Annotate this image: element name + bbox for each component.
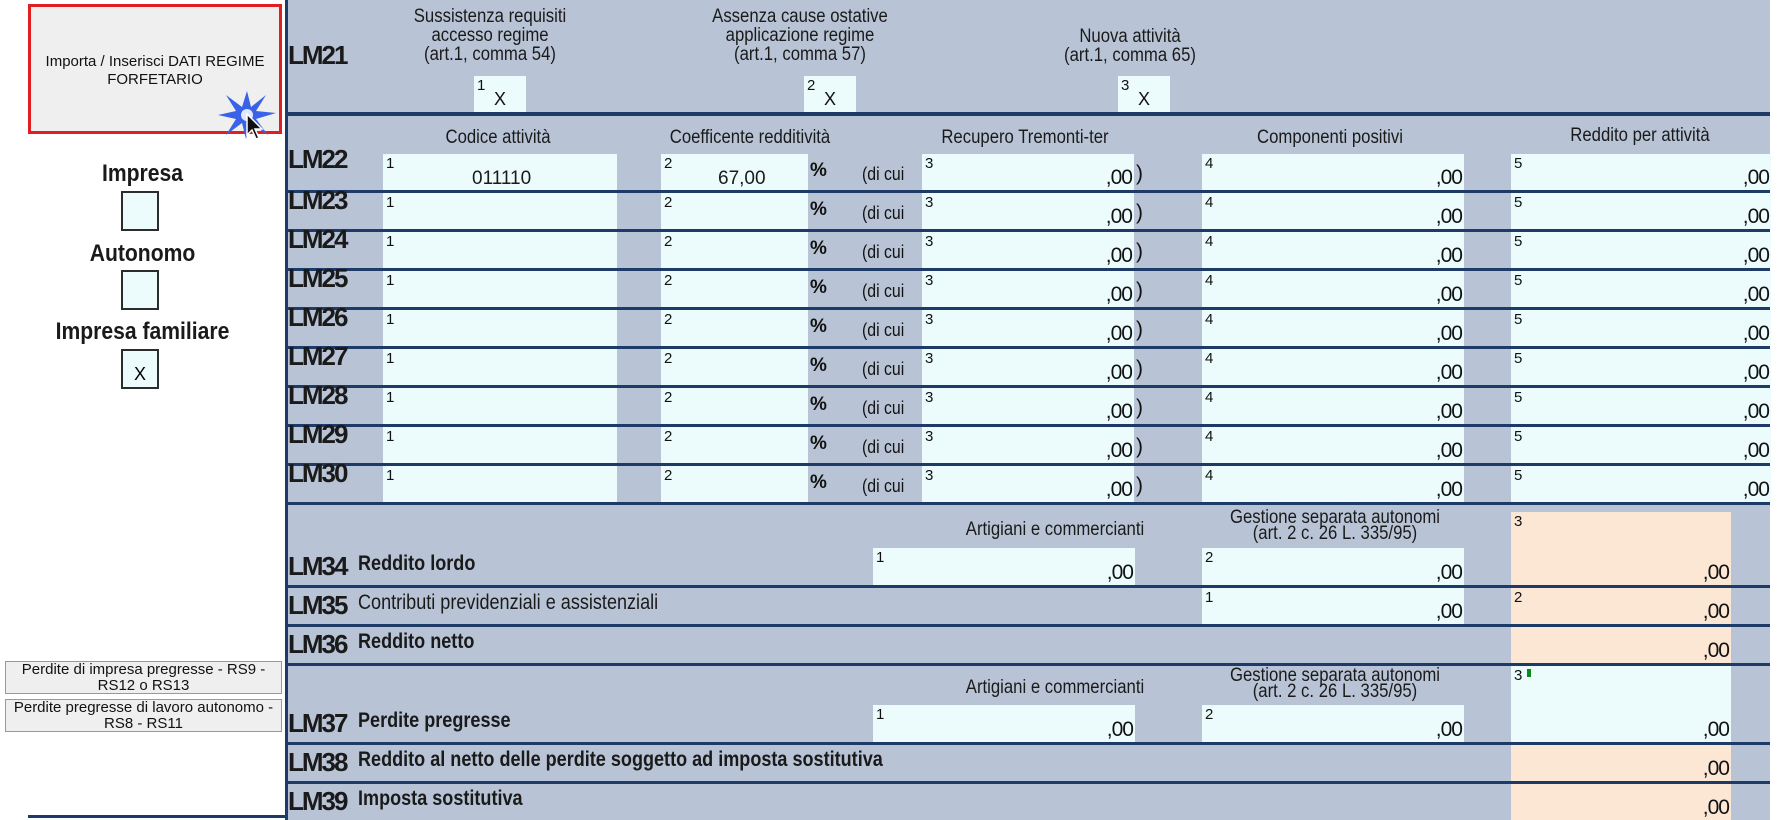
componenti-input[interactable] [1202, 388, 1464, 424]
row-code-lm38: LM38 [288, 747, 347, 777]
field-number: 2 [664, 389, 673, 406]
field-value: ,00 [1106, 561, 1133, 584]
field-number: 2 [1205, 549, 1214, 566]
row-code-lm22: LM22 [288, 144, 347, 174]
percent-sign: % [810, 472, 827, 493]
percent-sign: % [810, 238, 827, 259]
field-value: ,00 [1105, 283, 1132, 306]
field-number: 4 [1205, 428, 1214, 445]
reddito-input[interactable] [1511, 466, 1771, 502]
field-value: ,00 [1702, 561, 1729, 584]
lm34-header-gestione: (art. 2 c. 26 L. 335/95) [1252, 523, 1418, 544]
field-value: ,00 [1702, 796, 1729, 819]
perdite-impresa-button[interactable]: Perdite di impresa pregresse - RS9 - RS12 o RS13 [5, 661, 282, 694]
row-code-lm37: LM37 [288, 708, 347, 738]
close-paren: ) [1136, 396, 1143, 419]
row-code-lm39: LM39 [288, 786, 347, 816]
field-value: ,00 [1435, 322, 1462, 345]
recupero-input[interactable] [922, 154, 1134, 190]
field-number: 1 [876, 706, 885, 723]
row-code-lm35: LM35 [288, 590, 347, 620]
reddito-input[interactable] [1511, 193, 1771, 229]
field-value: ,00 [1435, 478, 1462, 501]
field-value: ,00 [1435, 205, 1462, 228]
field-number: 2 [664, 350, 673, 367]
lm36-field[interactable] [1511, 627, 1731, 663]
field-number: 1 [477, 77, 486, 94]
reddito-input[interactable] [1511, 154, 1771, 190]
field-number: 5 [1514, 350, 1523, 367]
field-number: 5 [1514, 467, 1523, 484]
field-value: ,00 [1742, 478, 1769, 501]
field-value: X [493, 89, 506, 109]
lm21-header-2: (art.1, comma 57) [734, 44, 866, 65]
codice-attivita-input[interactable] [383, 427, 617, 463]
field-number: 2 [664, 467, 673, 484]
header-recupero: Recupero Tremonti-ter [941, 127, 1109, 148]
field-number: 5 [1514, 428, 1523, 445]
row-code-lm26: LM26 [288, 302, 347, 332]
percent-sign: % [810, 160, 827, 181]
field-number: 1 [386, 428, 395, 445]
row-code-lm28: LM28 [288, 380, 347, 410]
field-number: 2 [664, 155, 673, 172]
lm37-header-artigiani: Artigiani e commercianti [965, 677, 1145, 698]
field-value: ,00 [1742, 400, 1769, 423]
field-value: ,00 [1435, 718, 1462, 741]
field-number: 1 [386, 311, 395, 328]
lm37-total-input[interactable] [1511, 666, 1731, 742]
di-cui-label: (di cui [862, 281, 905, 301]
text-caret [1527, 669, 1531, 677]
field-number: 3 [1514, 513, 1523, 530]
field-number: 4 [1205, 233, 1214, 250]
field-value: ,00 [1435, 400, 1462, 423]
componenti-input[interactable] [1202, 349, 1464, 385]
lm21-field-1[interactable] [474, 76, 526, 113]
coefficiente-input[interactable] [661, 271, 808, 307]
field-number: 1 [386, 155, 395, 172]
lm34-header-gestione: Gestione separata autonomi [1229, 507, 1441, 528]
field-value: ,00 [1702, 757, 1729, 780]
codice-attivita-input[interactable] [383, 349, 617, 385]
codice-attivita-input[interactable] [383, 271, 617, 307]
row-code-lm21: LM21 [288, 40, 347, 70]
close-paren: ) [1136, 357, 1143, 380]
lm37-header-gestione: (art. 2 c. 26 L. 335/95) [1252, 681, 1418, 702]
recupero-input[interactable] [922, 466, 1134, 502]
field-number: 3 [925, 311, 934, 328]
impresa-label: Impresa [101, 160, 184, 187]
componenti-input[interactable] [1202, 466, 1464, 502]
field-number: 4 [1205, 467, 1214, 484]
close-paren: ) [1136, 201, 1143, 224]
row-code-lm27: LM27 [288, 341, 347, 371]
componenti-input[interactable] [1202, 193, 1464, 229]
reddito-input[interactable] [1511, 427, 1771, 463]
field-number: 3 [925, 233, 934, 250]
field-number: 2 [1514, 589, 1523, 606]
recupero-input[interactable] [922, 349, 1134, 385]
componenti-input[interactable] [1202, 427, 1464, 463]
row-code-lm25: LM25 [288, 263, 347, 293]
lm37-artigiani-input[interactable] [873, 705, 1135, 742]
reddito-input[interactable] [1511, 310, 1771, 346]
di-cui-label: (di cui [862, 359, 905, 379]
di-cui-label: (di cui [862, 164, 905, 184]
recupero-input[interactable] [922, 271, 1134, 307]
import-button-label: Importa / Inserisci DATI REGIME FORFETARIO [45, 53, 265, 88]
field-number: 5 [1514, 233, 1523, 250]
field-value: ,00 [1105, 244, 1132, 267]
lm34-gestione-input[interactable] [1202, 548, 1464, 585]
codice-attivita-input[interactable] [383, 310, 617, 346]
reddito-input[interactable] [1511, 271, 1771, 307]
lm37-header-gestione: Gestione separata autonomi [1229, 665, 1441, 686]
field-number: 1 [1205, 589, 1214, 606]
lm36-label: Reddito netto [358, 630, 475, 653]
percent-sign: % [810, 199, 827, 220]
lm39-label: Imposta sostitutiva [358, 787, 523, 810]
field-value: ,00 [1106, 718, 1133, 741]
lm34-total-input[interactable] [1511, 512, 1731, 585]
coefficiente-input[interactable] [661, 232, 808, 268]
field-value: ,00 [1105, 322, 1132, 345]
componenti-input[interactable] [1202, 154, 1464, 190]
field-number: 2 [807, 77, 816, 94]
field-number: 3 [925, 350, 934, 367]
field-number: 3 [1514, 667, 1523, 684]
recupero-input[interactable] [922, 427, 1134, 463]
percent-sign: % [810, 355, 827, 376]
lm35-label: Contributi previdenziali e assistenziali [358, 591, 659, 614]
percent-sign: % [810, 433, 827, 454]
lm21-header-1: Sussistenza requisiti [413, 6, 567, 27]
lm21-header-2: applicazione regime [725, 25, 875, 46]
field-number: 4 [1205, 311, 1214, 328]
field-value: ,00 [1702, 600, 1729, 623]
field-number: 1 [876, 549, 885, 566]
lm37-label: Perdite pregresse [358, 709, 511, 732]
field-number: 4 [1205, 272, 1214, 289]
field-value: ,00 [1435, 166, 1462, 189]
field-value: ,00 [1435, 283, 1462, 306]
codice-attivita-input[interactable] [383, 232, 617, 268]
coefficiente-input[interactable] [661, 466, 808, 502]
field-value: ,00 [1742, 205, 1769, 228]
field-number: 5 [1514, 155, 1523, 172]
di-cui-label: (di cui [862, 320, 905, 340]
di-cui-label: (di cui [862, 242, 905, 262]
percent-sign: % [810, 277, 827, 298]
lm37-gestione-input[interactable] [1202, 705, 1464, 742]
field-value: ,00 [1105, 205, 1132, 228]
codice-attivita-input[interactable] [383, 388, 617, 424]
field-number: 3 [925, 155, 934, 172]
field-number: 4 [1205, 155, 1214, 172]
di-cui-label: (di cui [862, 203, 905, 223]
recupero-input[interactable] [922, 388, 1134, 424]
field-number: 1 [386, 272, 395, 289]
header-componenti: Componenti positivi [1257, 127, 1403, 148]
field-number: 4 [1205, 350, 1214, 367]
header-reddito: Reddito per attività [1570, 125, 1710, 146]
recupero-input[interactable] [922, 193, 1134, 229]
perdite-lavoro-button[interactable]: Perdite pregresse di lavoro autonomo - RS8 - RS11 [5, 699, 282, 732]
field-number: 5 [1514, 311, 1523, 328]
lm21-header-1: accesso regime [431, 25, 549, 46]
componenti-input[interactable] [1202, 232, 1464, 268]
lm38-label: Reddito al netto delle perdite soggetto ad imposta sostitutiva [358, 748, 883, 771]
field-number: 5 [1514, 272, 1523, 289]
field-number: 2 [1205, 706, 1214, 723]
field-value: ,00 [1742, 166, 1769, 189]
field-value: ,00 [1742, 322, 1769, 345]
field-number: 1 [386, 194, 395, 211]
coefficiente-input[interactable] [661, 427, 808, 463]
field-number: 2 [664, 233, 673, 250]
field-number: 4 [1205, 194, 1214, 211]
field-number: 1 [386, 350, 395, 367]
recupero-input[interactable] [922, 310, 1134, 346]
field-number: 2 [664, 272, 673, 289]
close-paren: ) [1136, 474, 1143, 497]
lm21-header-3: Nuova attività [1079, 26, 1181, 47]
lm34-header-artigiani: Artigiani e commercianti [965, 519, 1145, 540]
lm34-label: Reddito lordo [358, 552, 476, 575]
lm21-header-3: (art.1, comma 65) [1064, 45, 1196, 66]
close-paren: ) [1136, 162, 1143, 185]
field-value: ,00 [1702, 639, 1729, 662]
impresa-familiare-label: Impresa familiare [55, 318, 230, 345]
codice-attivita-input[interactable] [383, 193, 617, 229]
field-value: ,00 [1435, 439, 1462, 462]
coefficiente-input[interactable] [661, 349, 808, 385]
autonomo-label: Autonomo [89, 240, 196, 267]
percent-sign: % [810, 394, 827, 415]
header-coefficiente: Coefficente redditività [669, 127, 831, 148]
impresa-familiare-checkbox[interactable]: X [121, 349, 159, 389]
lm38-field[interactable] [1511, 745, 1731, 781]
reddito-input[interactable] [1511, 232, 1771, 268]
coefficiente-input[interactable] [661, 388, 808, 424]
coefficiente-input[interactable] [661, 310, 808, 346]
row-code-lm36: LM36 [288, 629, 347, 659]
field-value: ,00 [1105, 478, 1132, 501]
lm21-field-2[interactable] [804, 76, 856, 113]
field-value: ,00 [1435, 561, 1462, 584]
lm35-field-2[interactable] [1511, 588, 1731, 624]
close-paren: ) [1136, 240, 1143, 263]
field-value: ,00 [1105, 361, 1132, 384]
row-divider [285, 112, 1770, 116]
field-value: X [823, 89, 836, 109]
close-paren: ) [1136, 279, 1143, 302]
field-value: ,00 [1435, 361, 1462, 384]
field-number: 3 [925, 389, 934, 406]
field-number: 5 [1514, 389, 1523, 406]
field-number: 2 [664, 311, 673, 328]
field-value: ,00 [1105, 400, 1132, 423]
field-value: ,00 [1435, 244, 1462, 267]
field-value: ,00 [1435, 600, 1462, 623]
row-code-lm24: LM24 [288, 224, 347, 254]
reddito-input[interactable] [1511, 388, 1771, 424]
field-value: ,00 [1742, 361, 1769, 384]
recupero-input[interactable] [922, 232, 1134, 268]
field-number: 1 [386, 467, 395, 484]
lm21-header-1: (art.1, comma 54) [424, 44, 556, 65]
coefficiente-value: 67,00 [718, 168, 766, 189]
codice-value: 011110 [472, 168, 532, 189]
row-code-lm34: LM34 [288, 551, 347, 581]
field-number: 3 [925, 272, 934, 289]
field-value: ,00 [1105, 166, 1132, 189]
field-value: X [1137, 89, 1150, 109]
lm21-field-3[interactable] [1118, 76, 1170, 113]
di-cui-label: (di cui [862, 437, 905, 457]
reddito-input[interactable] [1511, 349, 1771, 385]
lm34-artigiani-input[interactable] [873, 548, 1135, 585]
row-code-lm30: LM30 [288, 458, 347, 488]
field-number: 3 [925, 428, 934, 445]
close-paren: ) [1136, 318, 1143, 341]
codice-attivita-input[interactable] [383, 466, 617, 502]
field-value: ,00 [1742, 439, 1769, 462]
lm35-field-1[interactable] [1202, 588, 1464, 624]
componenti-input[interactable] [1202, 310, 1464, 346]
field-number: 2 [664, 194, 673, 211]
di-cui-label: (di cui [862, 476, 905, 496]
field-number: 3 [925, 194, 934, 211]
field-value: ,00 [1742, 283, 1769, 306]
di-cui-label: (di cui [862, 398, 905, 418]
field-value: ,00 [1105, 439, 1132, 462]
field-value: ,00 [1742, 244, 1769, 267]
row-divider [285, 502, 1770, 505]
field-number: 3 [1121, 77, 1130, 94]
row-code-lm29: LM29 [288, 419, 347, 449]
field-number: 1 [386, 233, 395, 250]
bottom-divider [28, 815, 285, 818]
field-number: 1 [386, 389, 395, 406]
field-number: 4 [1205, 389, 1214, 406]
header-codice-attivita: Codice attività [445, 127, 551, 148]
field-value: ,00 [1702, 718, 1729, 741]
row-code-lm23: LM23 [288, 185, 347, 215]
coefficiente-input[interactable] [661, 193, 808, 229]
field-number: 5 [1514, 194, 1523, 211]
lm21-header-2: Assenza cause ostative [712, 6, 888, 27]
close-paren: ) [1136, 435, 1143, 458]
field-number: 3 [925, 467, 934, 484]
field-number: 2 [664, 428, 673, 445]
percent-sign: % [810, 316, 827, 337]
componenti-input[interactable] [1202, 271, 1464, 307]
lm39-field[interactable] [1511, 784, 1731, 820]
